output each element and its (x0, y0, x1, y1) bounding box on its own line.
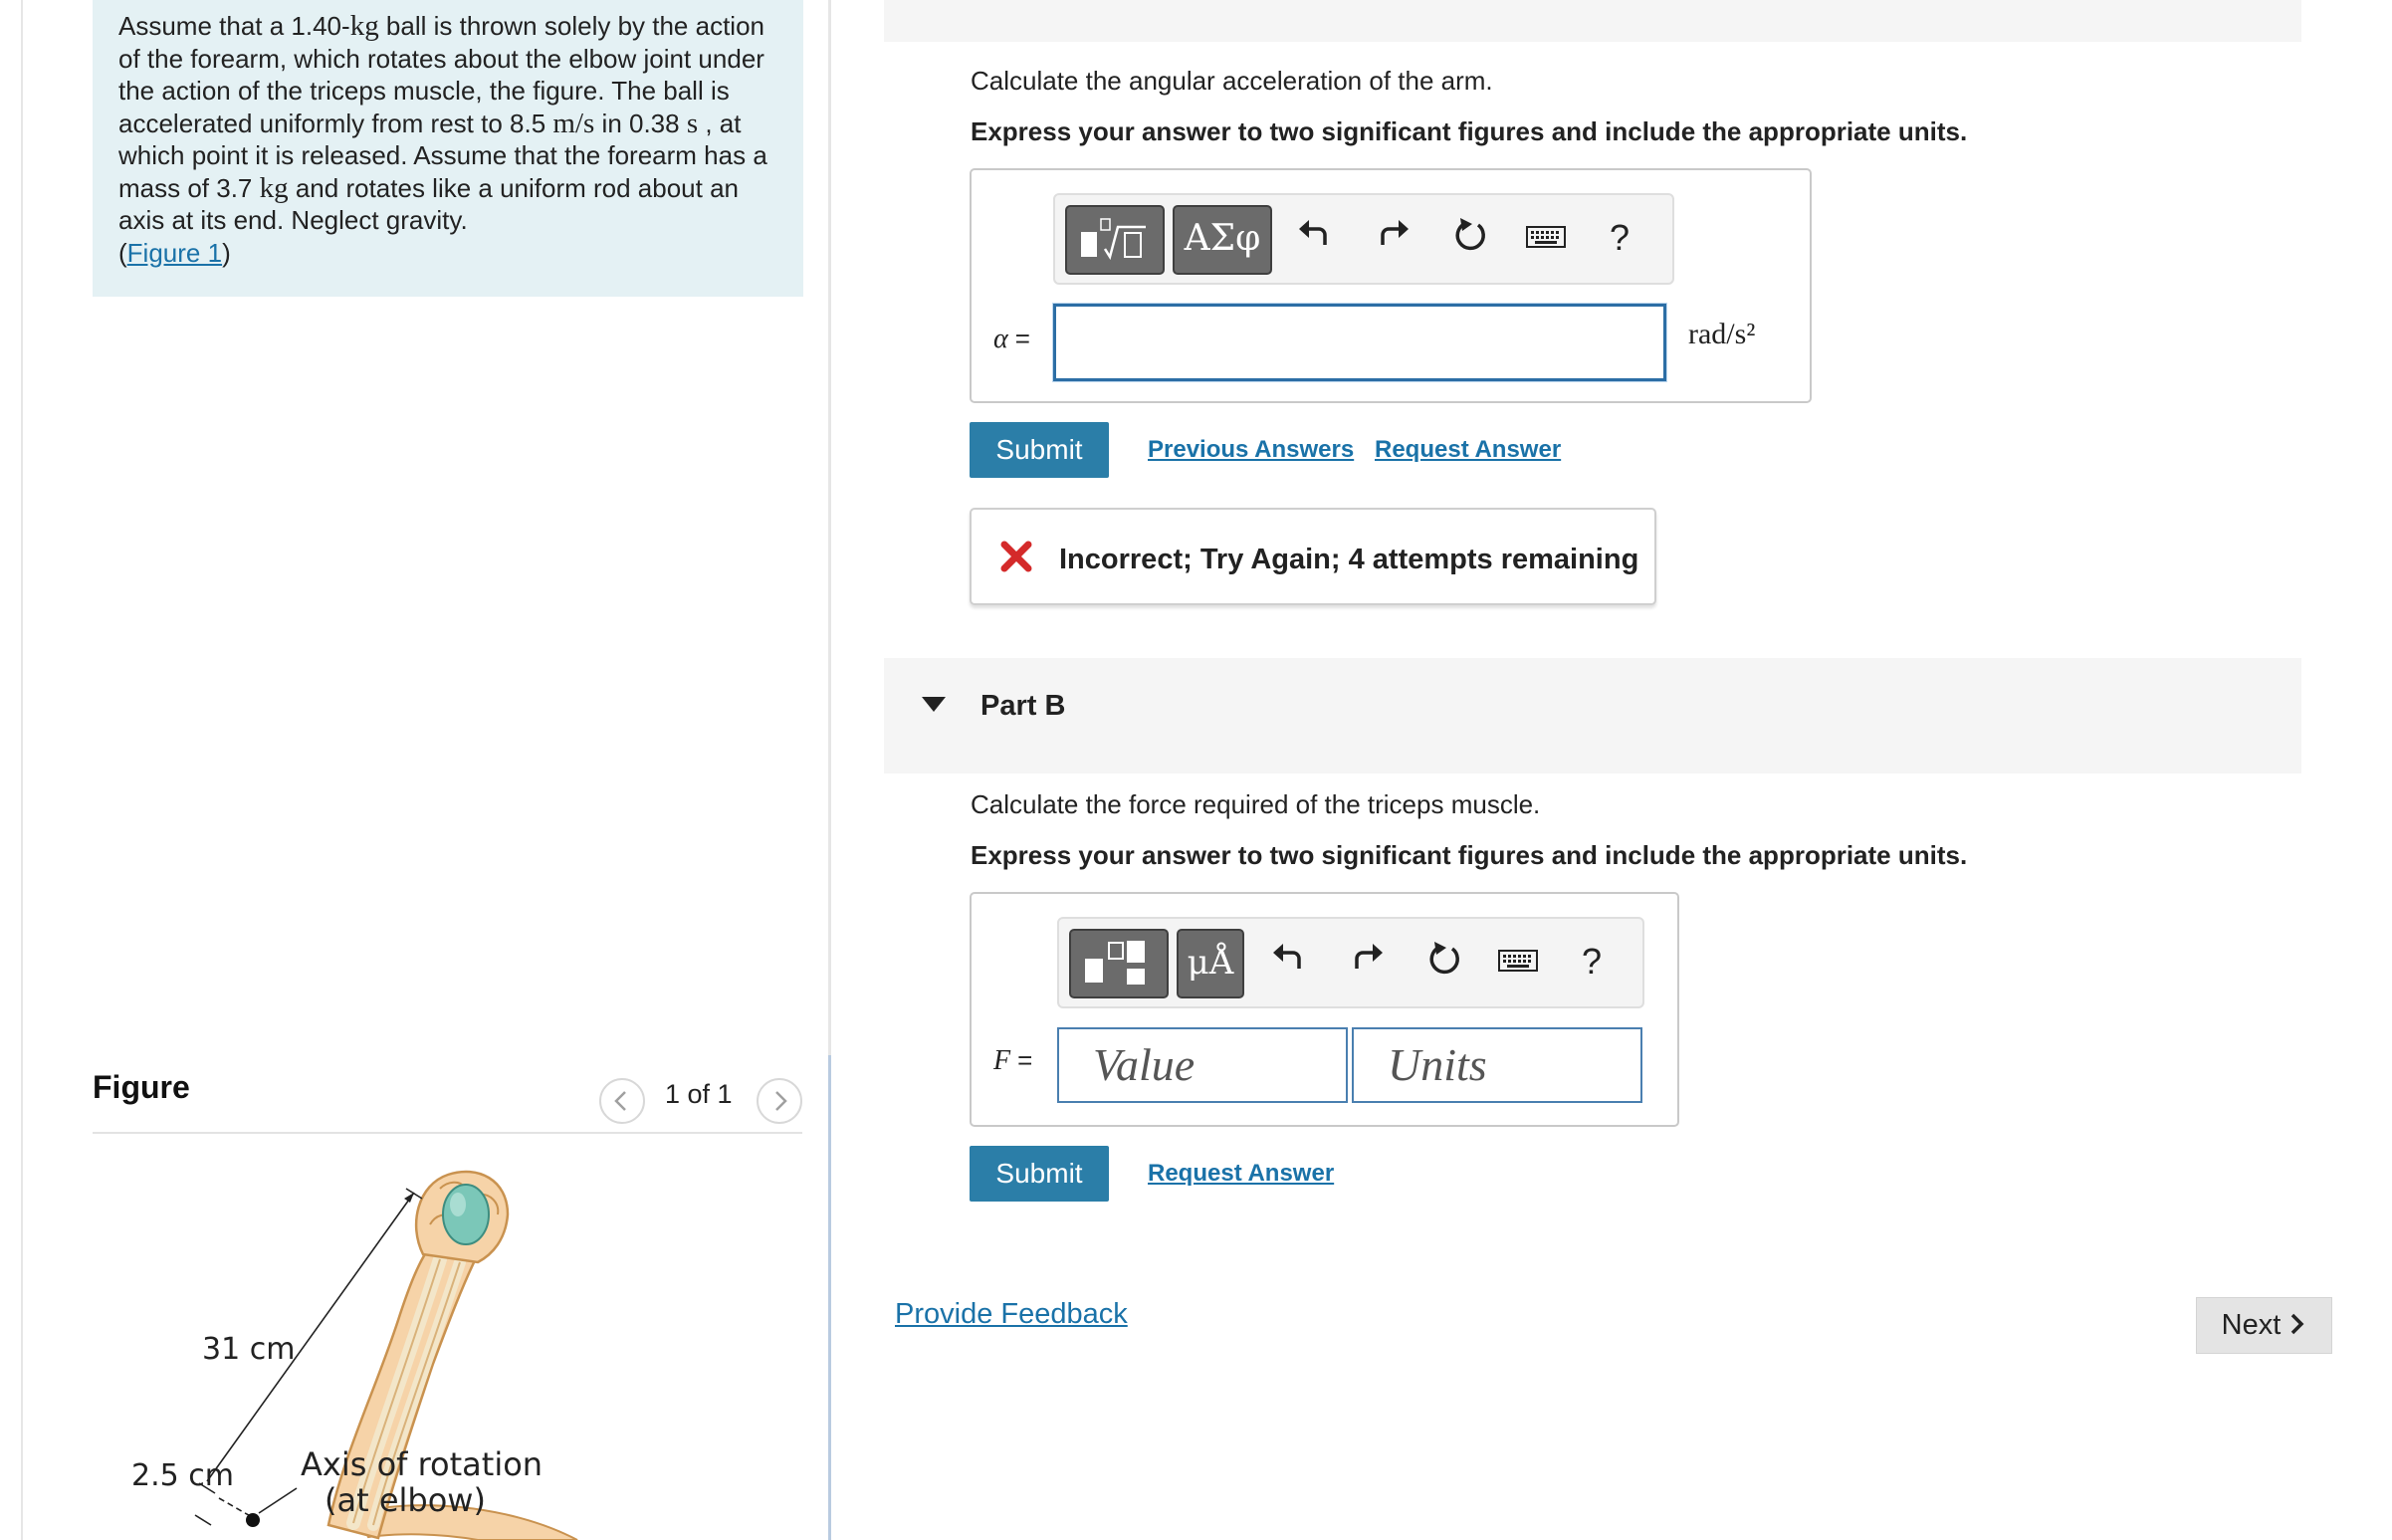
part-b-answer-box (970, 892, 1679, 1127)
redo-button[interactable] (1368, 215, 1417, 267)
reset-icon (1424, 939, 1464, 979)
variable-f: F (993, 1045, 1011, 1076)
part-b-header[interactable] (884, 658, 2301, 773)
variable-alpha: α (993, 324, 1008, 354)
part-b-instruction: Express your answer to two significant figures and include the appropriate units. (971, 840, 1968, 870)
templates-button[interactable] (1069, 929, 1169, 998)
figure-title: Figure (93, 1069, 190, 1105)
part-a-header-bar (884, 0, 2301, 42)
value-input[interactable]: Value (1057, 1027, 1348, 1103)
unit-kg: kg (349, 10, 379, 42)
chevron-left-icon (601, 1080, 643, 1122)
part-a-instruction: Express your answer to two significant figures and include the appropriate units. (971, 116, 1968, 146)
units-button[interactable]: μÅ (1177, 929, 1244, 998)
paren-open: ( (118, 237, 127, 268)
keyboard-button[interactable] (1493, 939, 1543, 990)
keyboard-icon (1496, 939, 1540, 979)
alpha-input[interactable] (1053, 304, 1666, 381)
part-b-submit-button[interactable]: Submit (970, 1146, 1109, 1202)
part-b-question: Calculate the force required of the triceps muscle. (971, 789, 1541, 819)
equals-sign: = (1014, 324, 1030, 353)
problem-text: Assume that a 1.40- (118, 11, 350, 41)
problem-text: ball is thrown solely by the action of the forearm, which rotates about the elbow joint under the action of the triceps muscle, the figure. The ball is accelerated uniformly from rest to 8.5 (118, 11, 764, 138)
figure-prev-button[interactable] (599, 1078, 645, 1124)
paren-close: ) (222, 237, 231, 268)
next-button[interactable] (2196, 1297, 2332, 1354)
panel-resize-handle[interactable] (828, 1055, 831, 1540)
feedback-text: Incorrect; Try Again; 4 attempts remaining (1059, 544, 1639, 575)
units-input[interactable]: Units (1352, 1027, 1642, 1103)
caret-down-icon[interactable] (922, 697, 946, 712)
label-axis-of-rotation: Axis of rotation (301, 1445, 544, 1483)
templates-button[interactable] (1065, 205, 1165, 275)
problem-text: in 0.38 (594, 108, 687, 138)
problem-text: , at which point it is released. Assume that the forearm has a mass of 3.7 (118, 108, 767, 203)
feedback-message (970, 508, 1656, 605)
part-a-submit-button[interactable]: Submit (970, 422, 1109, 478)
label-at-elbow: (at elbow) (325, 1481, 486, 1519)
keyboard-icon (1524, 215, 1568, 255)
problem-statement (93, 0, 803, 297)
figure-link[interactable]: Figure 1 (126, 237, 223, 268)
error-x-icon (999, 540, 1033, 573)
figure-next-button[interactable] (757, 1078, 802, 1124)
left-divider (21, 0, 23, 1540)
force-label (993, 1045, 1032, 1077)
reset-button[interactable] (1419, 939, 1469, 990)
reset-button[interactable] (1445, 215, 1495, 267)
alpha-label (993, 324, 1030, 355)
part-a-question: Calculate the angular acceleration of the arm. (971, 66, 1493, 96)
chevron-right-icon (759, 1080, 800, 1122)
forearm-figure (131, 1155, 737, 1540)
part-a-math-toolbar (1053, 193, 1674, 285)
templates-icon (1071, 931, 1167, 996)
problem-text: and rotates like a uniform rod about an axis at its end. Neglect gravity. (118, 172, 740, 235)
undo-icon (1269, 939, 1309, 979)
help-button[interactable]: ? (1581, 941, 1603, 982)
undo-button[interactable] (1264, 939, 1314, 990)
templates-icon (1067, 207, 1163, 273)
undo-icon (1295, 215, 1335, 255)
provide-feedback-link[interactable]: Provide Feedback (895, 1298, 1128, 1330)
redo-icon (1373, 215, 1413, 255)
part-a-request-answer-link[interactable]: Request Answer (1375, 436, 1562, 463)
unit-s: s (686, 107, 699, 139)
unit-ms: m/s (552, 107, 595, 139)
part-b-math-toolbar (1057, 917, 1644, 1008)
part-b-request-answer-link[interactable]: Request Answer (1148, 1160, 1335, 1187)
previous-answers-link[interactable]: Previous Answers (1148, 436, 1355, 463)
next-label: Next (2221, 1309, 2282, 1341)
reset-icon (1450, 215, 1490, 255)
part-b-title[interactable]: Part B (980, 690, 1066, 722)
unit-kg: kg (259, 171, 289, 204)
label-31cm: 31 cm (202, 1332, 296, 1367)
units-label: rad/s² (1688, 318, 1756, 350)
chevron-right-icon (2288, 1312, 2306, 1336)
equals-sign: = (1017, 1045, 1033, 1075)
part-a-answer-box (970, 168, 1812, 403)
redo-icon (1347, 939, 1387, 979)
figure-divider (93, 1132, 802, 1134)
undo-button[interactable] (1290, 215, 1340, 267)
label-2-5cm: 2.5 cm (131, 1458, 234, 1493)
redo-button[interactable] (1342, 939, 1392, 990)
figure-pager: 1 of 1 (665, 1079, 733, 1109)
help-button[interactable]: ? (1609, 217, 1631, 258)
keyboard-button[interactable] (1521, 215, 1571, 267)
symbols-button[interactable]: ΑΣφ (1173, 205, 1272, 275)
